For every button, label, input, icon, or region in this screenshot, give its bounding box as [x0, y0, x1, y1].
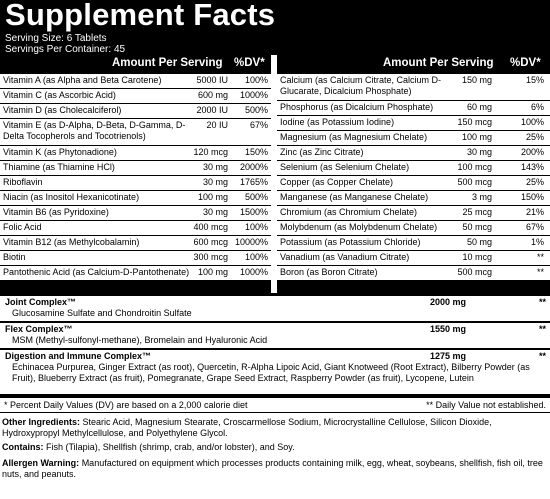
nutrient-name: Copper (as Copper Chelate) [280, 177, 394, 187]
label-footer [0, 398, 550, 499]
nutrient-row [0, 74, 271, 88]
nutrient-dv: 150% [520, 192, 544, 202]
nutrient-amount: 100 mg [197, 267, 228, 277]
nutrient-amount: 2000 IU [196, 105, 228, 115]
nutrient-row [277, 236, 550, 250]
nutrient-amount: 600 mg [197, 90, 228, 100]
nutrient-dv: 100% [244, 75, 268, 85]
nutrient-row [277, 116, 550, 130]
nutrient-row [277, 191, 550, 205]
nutrient-row [0, 236, 271, 250]
nutrient-name: Pantothenic Acid (as Calcium-D-Pantothenate) [3, 267, 190, 277]
nutrient-name: Zinc (as Zinc Citrate) [280, 147, 364, 157]
blend-row [0, 323, 550, 348]
blend-name: Flex Complex™ [5, 324, 73, 334]
nutrient-amount: 3 mg [471, 192, 492, 202]
nutrient-name: Selenium (as Selenium Chelate) [280, 162, 410, 172]
nutrient-dv: ** [536, 252, 544, 262]
nutrient-dv: 1% [530, 237, 544, 247]
nutrient-amount: 150 mcg [457, 117, 492, 127]
nutrient-dv: 500% [244, 192, 268, 202]
nutrient-amount: 100 mg [197, 192, 228, 202]
nutrient-amount: 500 mcg [457, 267, 492, 277]
amount-per-serving-header: Amount Per Serving [112, 57, 223, 69]
nutrient-amount: 120 mcg [193, 147, 228, 157]
nutrient-amount: 500 mcg [457, 177, 492, 187]
nutrient-amount: 600 mcg [193, 237, 228, 247]
footnote-dv: * Percent Daily Values (DV) are based on a 2,000 calorie diet [4, 400, 248, 410]
nutrient-dv: 67% [525, 222, 544, 232]
nutrient-dv: 1765% [239, 177, 268, 187]
dv-header: %DV* [510, 57, 541, 69]
blend-dv: ** [538, 351, 546, 361]
contains [2, 442, 546, 453]
blend-name: Digestion and Immune Complex™ [5, 351, 152, 361]
nutrient-name: Vitamin B6 (as Pyridoxine) [3, 207, 109, 217]
nutrient-dv: 1000% [239, 90, 268, 100]
other-ingredients-label: Other Ingredients: [2, 417, 81, 427]
nutrient-row [277, 251, 550, 265]
nutrient-amount: 30 mg [202, 162, 228, 172]
nutrient-row [277, 101, 550, 115]
nutrient-row [0, 191, 271, 205]
nutrient-amount: 10 mcg [462, 252, 492, 262]
nutrient-row [0, 161, 271, 175]
nutrient-row [0, 146, 271, 160]
nutrient-dv: 150% [244, 147, 268, 157]
nutrient-row [0, 89, 271, 103]
footnote-established: ** Daily Value not established. [426, 400, 546, 410]
nutrient-name: Vitamin D (as Cholecalciferol) [3, 105, 122, 115]
amount-per-serving-header: Amount Per Serving [383, 57, 494, 69]
nutrient-row [0, 119, 271, 145]
nutrient-name: Thiamine (as Thiamine HCl) [3, 162, 115, 172]
nutrient-name: Vitamin K (as Phytonadione) [3, 147, 117, 157]
nutrient-amount: 30 mg [202, 177, 228, 187]
blend-amount: 1275 mg [430, 351, 467, 361]
vitamins-panel-header [0, 55, 271, 73]
nutrient-name: Molybdenum (as Molybdenum Chelate) [280, 222, 438, 232]
blend-amount: 2000 mg [430, 297, 467, 307]
blend-name: Joint Complex™ [5, 297, 77, 307]
blend-ingredients: MSM (Methyl-sulfonyl-methane), Bromelain and Hyaluronic Acid [12, 335, 268, 345]
nutrient-name: Chromium (as Chromium Chelate) [280, 207, 418, 217]
nutrient-dv: 200% [520, 147, 544, 157]
nutrient-row [277, 176, 550, 190]
nutrient-amount: 50 mcg [462, 222, 492, 232]
minerals-panel-header [277, 55, 550, 73]
nutrient-amount: 20 IU [206, 120, 228, 130]
nutrient-name: Vanadium (as Vanadium Citrate) [280, 252, 410, 262]
nutrient-amount: 300 mcg [193, 252, 228, 262]
allergen-text: Manufactured on equipment which processes products containing milk, egg, wheat, soybeans, shellfish, fish oil, tree nuts, and peanuts. [2, 458, 543, 479]
contains-text: Fish (Tilapia), Shellfish (shrimp, crab, and/or lobster), and Soy. [46, 442, 295, 452]
servings-per-container: Servings Per Container: 45 [5, 44, 126, 55]
nutrient-name: Niacin (as Inositol Hexanicotinate) [3, 192, 140, 202]
blend-ingredients: Echinacea Purpurea, Ginger Extract (as root), Quercetin, R-Alpha Lipoic Acid, Giant Knotweed (Root Extract), Bilberry Powder (as Fruit), Blueberry Extract (as fruit), Pomegranate, Grape Seed Extract, Raspberry Powder (as fruit), Lycopene, Lutein [12, 362, 530, 383]
nutrient-dv: 500% [244, 105, 268, 115]
nutrient-row [0, 221, 271, 235]
blend-amount: 1550 mg [430, 324, 467, 334]
nutrient-amount: 400 mcg [193, 222, 228, 232]
nutrient-dv: 67% [249, 120, 268, 130]
nutrient-dv: 2000% [239, 162, 268, 172]
nutrient-row [277, 131, 550, 145]
blend-dv: ** [538, 297, 546, 307]
mineral-rows [277, 73, 550, 293]
nutrient-row [0, 104, 271, 118]
nutrient-dv: 100% [520, 117, 544, 127]
serving-size: Serving Size: 6 Tablets [5, 33, 107, 44]
nutrient-row [0, 176, 271, 190]
blend-row [0, 350, 550, 394]
nutrient-amount: 150 mg [461, 75, 492, 85]
nutrient-amount: 100 mg [461, 132, 492, 142]
nutrient-amount: 50 mg [466, 237, 492, 247]
other-ingredients [2, 417, 546, 439]
blend-row [0, 296, 550, 321]
nutrient-dv: 10000% [234, 237, 268, 247]
nutrient-name: Riboflavin [3, 177, 43, 187]
nutrient-dv: 21% [525, 207, 544, 217]
vitamins-panel [0, 55, 271, 293]
nutrient-dv: 15% [525, 75, 544, 85]
nutrient-row [277, 74, 550, 100]
nutrient-row [0, 251, 271, 265]
nutrient-row [277, 146, 550, 160]
nutrient-name: Phosphorus (as Dicalcium Phosphate) [280, 102, 434, 112]
nutrient-amount: 60 mg [466, 102, 492, 112]
nutrient-dv: 1000% [239, 267, 268, 277]
nutrient-dv: 143% [520, 162, 544, 172]
nutrient-dv: 6% [530, 102, 544, 112]
nutrient-dv: 100% [244, 252, 268, 262]
nutrient-name: Iodine (as Potassium Iodine) [280, 117, 395, 127]
nutrient-row [277, 161, 550, 175]
nutrient-amount: 5000 IU [196, 75, 228, 85]
blend-dv: ** [538, 324, 546, 334]
allergen-label: Allergen Warning: [2, 458, 80, 468]
nutrient-name: Vitamin B12 (as Methylcobalamin) [3, 237, 140, 247]
nutrient-name: Vitamin E (as D-Alpha, D-Beta, D-Gamma, D-Delta Tocopherols and Tocotrienols) [3, 120, 186, 141]
nutrient-amount: 25 mcg [462, 207, 492, 217]
nutrient-dv: 1500% [239, 207, 268, 217]
footnotes [0, 398, 550, 413]
dv-header: %DV* [234, 57, 265, 69]
nutrient-amount: 100 mcg [457, 162, 492, 172]
nutrient-name: Manganese (as Manganese Chelate) [280, 192, 429, 202]
nutrient-dv: 25% [525, 177, 544, 187]
nutrient-name: Calcium (as Calcium Citrate, Calcium D-Glucarate, Dicalcium Phosphate) [280, 75, 442, 96]
nutrient-amount: 30 mg [466, 147, 492, 157]
nutrient-row [0, 266, 271, 280]
label-title: Supplement Facts [5, 0, 276, 32]
nutrient-dv: 25% [525, 132, 544, 142]
minerals-panel [277, 55, 550, 293]
nutrient-amount: 30 mg [202, 207, 228, 217]
vitamin-rows [0, 73, 271, 293]
nutrient-row [277, 266, 550, 280]
nutrient-name: Boron (as Boron Citrate) [280, 267, 378, 277]
other-ingredients-text: Stearic Acid, Magnesium Stearate, Croscarmellose Sodium, Microcrystalline Cellulose, Silicon Dioxide, Hydroxypropyl Methylcellulose, and Polyethylene Glycol. [2, 417, 492, 438]
title-block [0, 0, 550, 55]
nutrient-dv: 100% [244, 222, 268, 232]
blend-ingredients: Glucosamine Sulfate and Chondroitin Sulfate [12, 308, 192, 318]
nutrient-name: Folic Acid [3, 222, 42, 232]
nutrient-name: Vitamin C (as Ascorbic Acid) [3, 90, 116, 100]
contains-label: Contains: [2, 442, 44, 452]
proprietary-blends [0, 293, 550, 398]
nutrient-name: Potassium (as Potassium Chloride) [280, 237, 421, 247]
allergen-warning [2, 458, 546, 480]
nutrient-dv: ** [536, 267, 544, 277]
nutrient-name: Vitamin A (as Alpha and Beta Carotene) [3, 75, 162, 85]
nutrient-name: Magnesium (as Magnesium Chelate) [280, 132, 428, 142]
nutrient-row [0, 206, 271, 220]
nutrient-name: Biotin [3, 252, 26, 262]
nutrient-row [277, 221, 550, 235]
nutrient-row [277, 206, 550, 220]
